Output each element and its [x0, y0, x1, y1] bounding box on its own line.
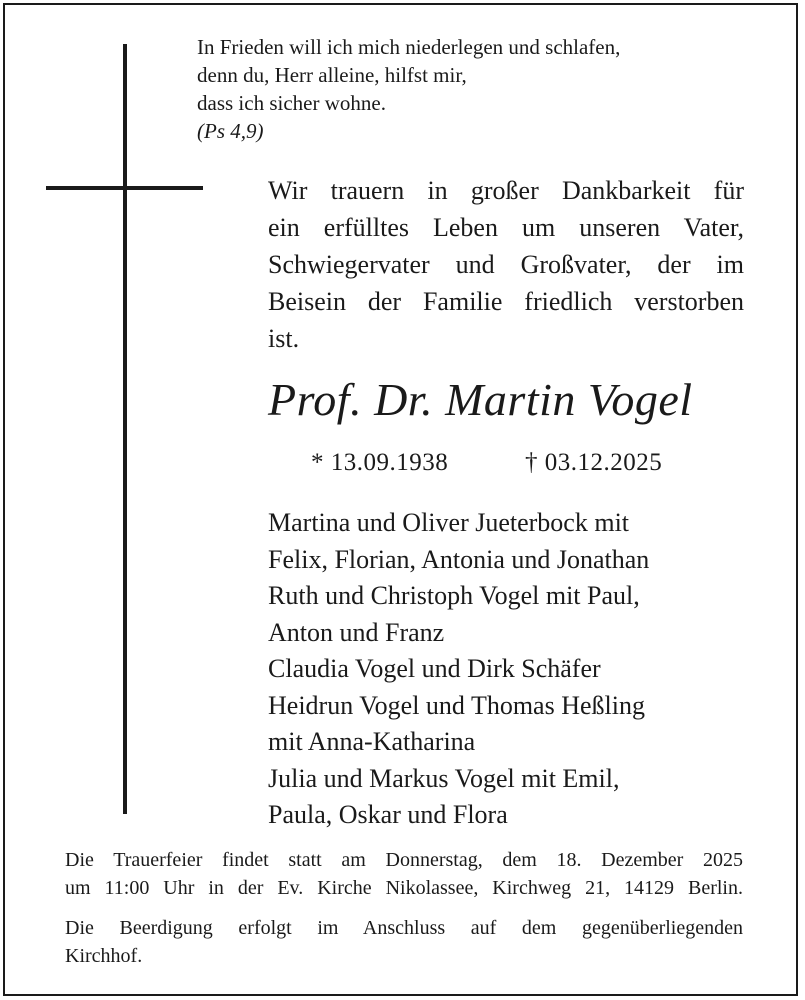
family-line: Julia und Markus Vogel mit Emil, — [268, 763, 620, 793]
intro-line: ist. — [268, 324, 300, 353]
notice-line: Kirchhof. — [65, 945, 143, 967]
family-line: Heidrun Vogel und Thomas Heßling — [268, 690, 645, 720]
intro-line: Schwiegervater und Großvater, der im — [268, 250, 744, 279]
intro-text — [268, 172, 744, 357]
family-list — [268, 505, 748, 834]
family-line: Martina und Oliver Jueterbock mit — [268, 508, 630, 537]
notice-line: um 11:00 Uhr in der Ev. Kirche Nikolassee, Kirchweg 21, 14129 Berlin. — [65, 877, 743, 899]
psalm-quote — [197, 33, 777, 145]
notice-line: Die Trauerfeier findet statt am Donnerstag, dem 18. Dezember 2025 — [65, 849, 743, 871]
family-line: Anton und Franz — [268, 617, 445, 647]
intro-line: Wir trauern in großer Dankbarkeit für — [268, 176, 744, 205]
intro-line: Beisein der Familie friedlich verstorben — [268, 287, 744, 316]
notice-line: Die Beerdigung erfolgt im Anschluss auf dem gegenüberliegenden — [65, 917, 743, 939]
cross-icon-vertical-beam — [123, 44, 127, 814]
cross-icon-horizontal-beam — [46, 186, 203, 190]
psalm-line: dass ich sicher wohne. — [197, 91, 386, 115]
birth-date: * 13.09.1938 — [311, 449, 449, 476]
life-dates — [311, 445, 751, 481]
psalm-reference: (Ps 4,9) — [197, 119, 264, 143]
family-line: Claudia Vogel und Dirk Schäfer — [268, 654, 601, 683]
family-line: mit Anna-Katharina — [268, 727, 476, 756]
family-line: Paula, Oskar und Flora — [268, 800, 508, 829]
psalm-line: denn du, Herr alleine, hilfst mir, — [197, 63, 467, 87]
family-line: Ruth und Christoph Vogel mit Paul, — [268, 581, 640, 610]
death-date: † 03.12.2025 — [525, 449, 663, 476]
intro-line: ein erfülltes Leben um unseren Vater, — [268, 213, 744, 242]
burial-notice — [65, 914, 743, 970]
funeral-service-notice — [65, 846, 743, 902]
family-line: Felix, Florian, Antonia und Jonathan — [268, 544, 650, 574]
psalm-line: In Frieden will ich mich niederlegen und schlafen, — [197, 35, 621, 59]
deceased-name: Prof. Dr. Martin Vogel — [268, 374, 693, 425]
